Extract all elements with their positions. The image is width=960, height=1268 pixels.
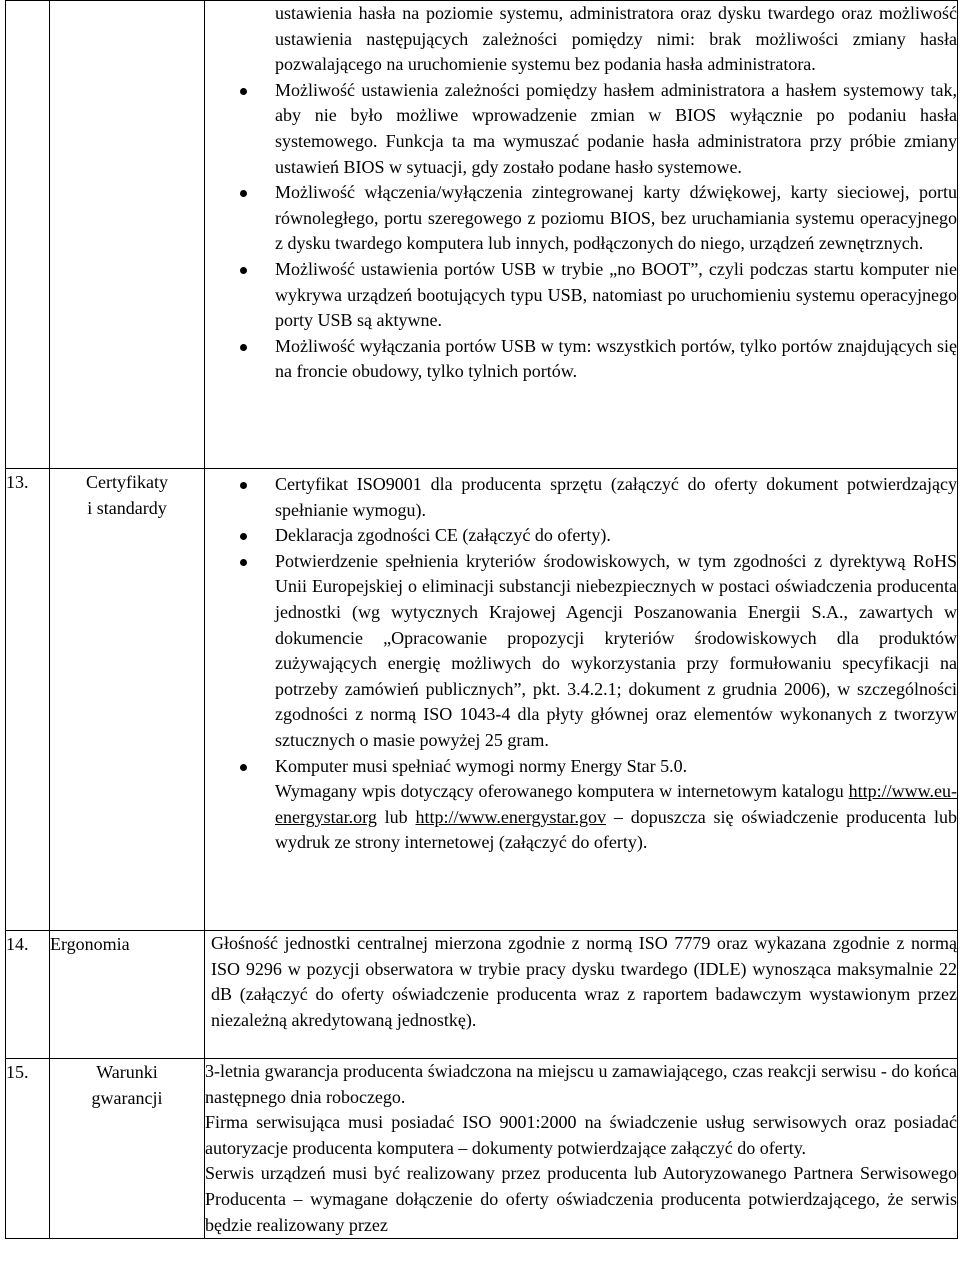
table-row-15 [6,1059,958,1239]
table-row-13 [6,469,958,931]
list-item: Komputer musi spełniać wymogi normy Energy Star 5.0. [205,754,957,780]
bullet-icon [240,559,247,566]
list-item: Deklaracja zgodności CE (załączyć do oferty). [205,523,957,549]
specification-table [5,0,958,1239]
bullet-icon [240,764,247,771]
continued-paragraph: ustawienia hasła na poziomie systemu, administratora oraz dysku twardego oraz możliwość ustawienia następujących zależności pomiędzy nimi: brak możliwości zmiany hasła pozwalającego na uruchomienie systemu bez podania hasła administratora. [275,3,957,75]
bullet-icon [240,88,247,95]
row-number-cell [6,1,50,469]
service-partner-paragraph: Serwis urządzeń musi być realizowany przez producenta lub Autoryzowanego Partnera Serwisowego Producenta – wymagane dołączenie do oferty oświadczenia producenta potwierdzającego, że serwis będzie realizowany przez [205,1163,957,1235]
service-iso-paragraph: Firma serwisująca musi posiadać ISO 9001:2000 na świadczenie usług serwisowych oraz posiadać autoryzacje producenta komputera – dokumenty potwierdzające załączyć do oferty. [205,1112,957,1158]
row-description-cell [205,1,958,469]
bios-bullet-list [205,78,957,385]
row-number: 15. [6,1059,50,1239]
row-name-cell [50,1,205,469]
row-name: Warunki gwarancji [50,1059,205,1239]
list-item: Możliwość ustawienia zależności pomiędzy hasłem administratora a hasłem systemowy tak, aby nie było możliwe wprowadzenie zmian w BIOS wyłącznie po podaniu hasła systemowego. Funkcja ta ma wymuszać podanie hasła administratora przy próbie zmiany ustawień BIOS w sytuacji, gdy zostało podane hasło systemowe. [205,78,957,180]
row-description [205,931,958,1059]
row-description [205,469,958,931]
list-item: Możliwość wyłączania portów USB w tym: wszystkich portów, tylko portów znajdujących się na froncie obudowy, tylko tylnich portów. [205,334,957,385]
certificates-bullet-list [205,472,957,779]
bullet-icon [240,344,247,351]
ergonomics-paragraph: Głośność jednostki centralnej mierzona zgodnie z normą ISO 7779 oraz wykazana zgodnie z normą ISO 9296 w pozycji obserwatora w trybie pracy dysku twardego (IDLE) wynosząca maksymalnie 22 dB (załączyć do oferty oświadczenie producenta wraz z raportem badawczym wystawionym przez niezależną akredytowaną jednostkę). [211,933,957,1030]
table-row-continued [6,1,958,469]
list-item: Potwierdzenie spełnienia kryteriów środowiskowych, w tym zgodności z dyrektywą RoHS Unii Europejskiej o eliminacji substancji niebezpiecznych w postaci oświadczenia producenta jednostki (wg wytycznych Krajowej Agencji Poszanowania Energii S.A., zawartych w dokumencie „Opracowanie propozycji kryteriów środowiskowych dla produktów zużywających energię możliwych do wykorzystania przy formułowaniu specyfikacji na potrzeby zamówień publicznych”, pkt. 3.4.2.1; dokument z grudnia 2006), w szczególności zgodności z normą ISO 1043-4 dla płyty głównej oraz elementów wykonanych z tworzyw sztucznych o masie powyżej 25 gram. [205,549,957,754]
bullet-icon [240,190,247,197]
row-description [205,1059,958,1239]
warranty-paragraph: 3-letnia gwarancja producenta świadczona na miejscu u zamawiającego, czas reakcji serwisu - do końca następnego dnia roboczego. [205,1061,957,1107]
bullet-icon [240,533,247,540]
bullet-icon [240,267,247,274]
table-row-14 [6,931,958,1059]
bullet-icon [240,482,247,489]
row-name: Ergonomia [50,931,205,1059]
energy-star-paragraph: Wymagany wpis dotyczący oferowanego komputera w internetowym katalogu http://www.eu-energystar.org lub http://www.energystar.gov – dopuszcza się oświadczenie producenta lub wydruk ze strony internetowej (załączyć do oferty). [275,781,957,853]
list-item: Możliwość ustawienia portów USB w trybie „no BOOT”, czyli podczas startu komputer nie wykrywa urządzeń bootujących typu USB, natomiast po uruchomieniu systemu operacyjnego porty USB są aktywne. [205,257,957,334]
row-number: 13. [6,469,50,931]
list-item: Możliwość włączenia/wyłączenia zintegrowanej karty dźwiękowej, karty sieciowej, portu równoległego, portu szeregowego z poziomu BIOS, bez uruchamiania systemu operacyjnego z dysku twardego komputera lub innych, podłączonych do niego, urządzeń zewnętrznych. [205,180,957,257]
eu-energystar-link[interactable]: http://www.eu-energystar.org [275,781,957,827]
row-name: Certyfikaty i standardy [50,469,205,931]
list-item: Certyfikat ISO9001 dla producenta sprzętu (załączyć do oferty dokument potwierdzający spełnianie wymogu). [205,472,957,523]
row-number: 14. [6,931,50,1059]
energystar-gov-link[interactable]: http://www.energystar.gov [415,806,607,827]
